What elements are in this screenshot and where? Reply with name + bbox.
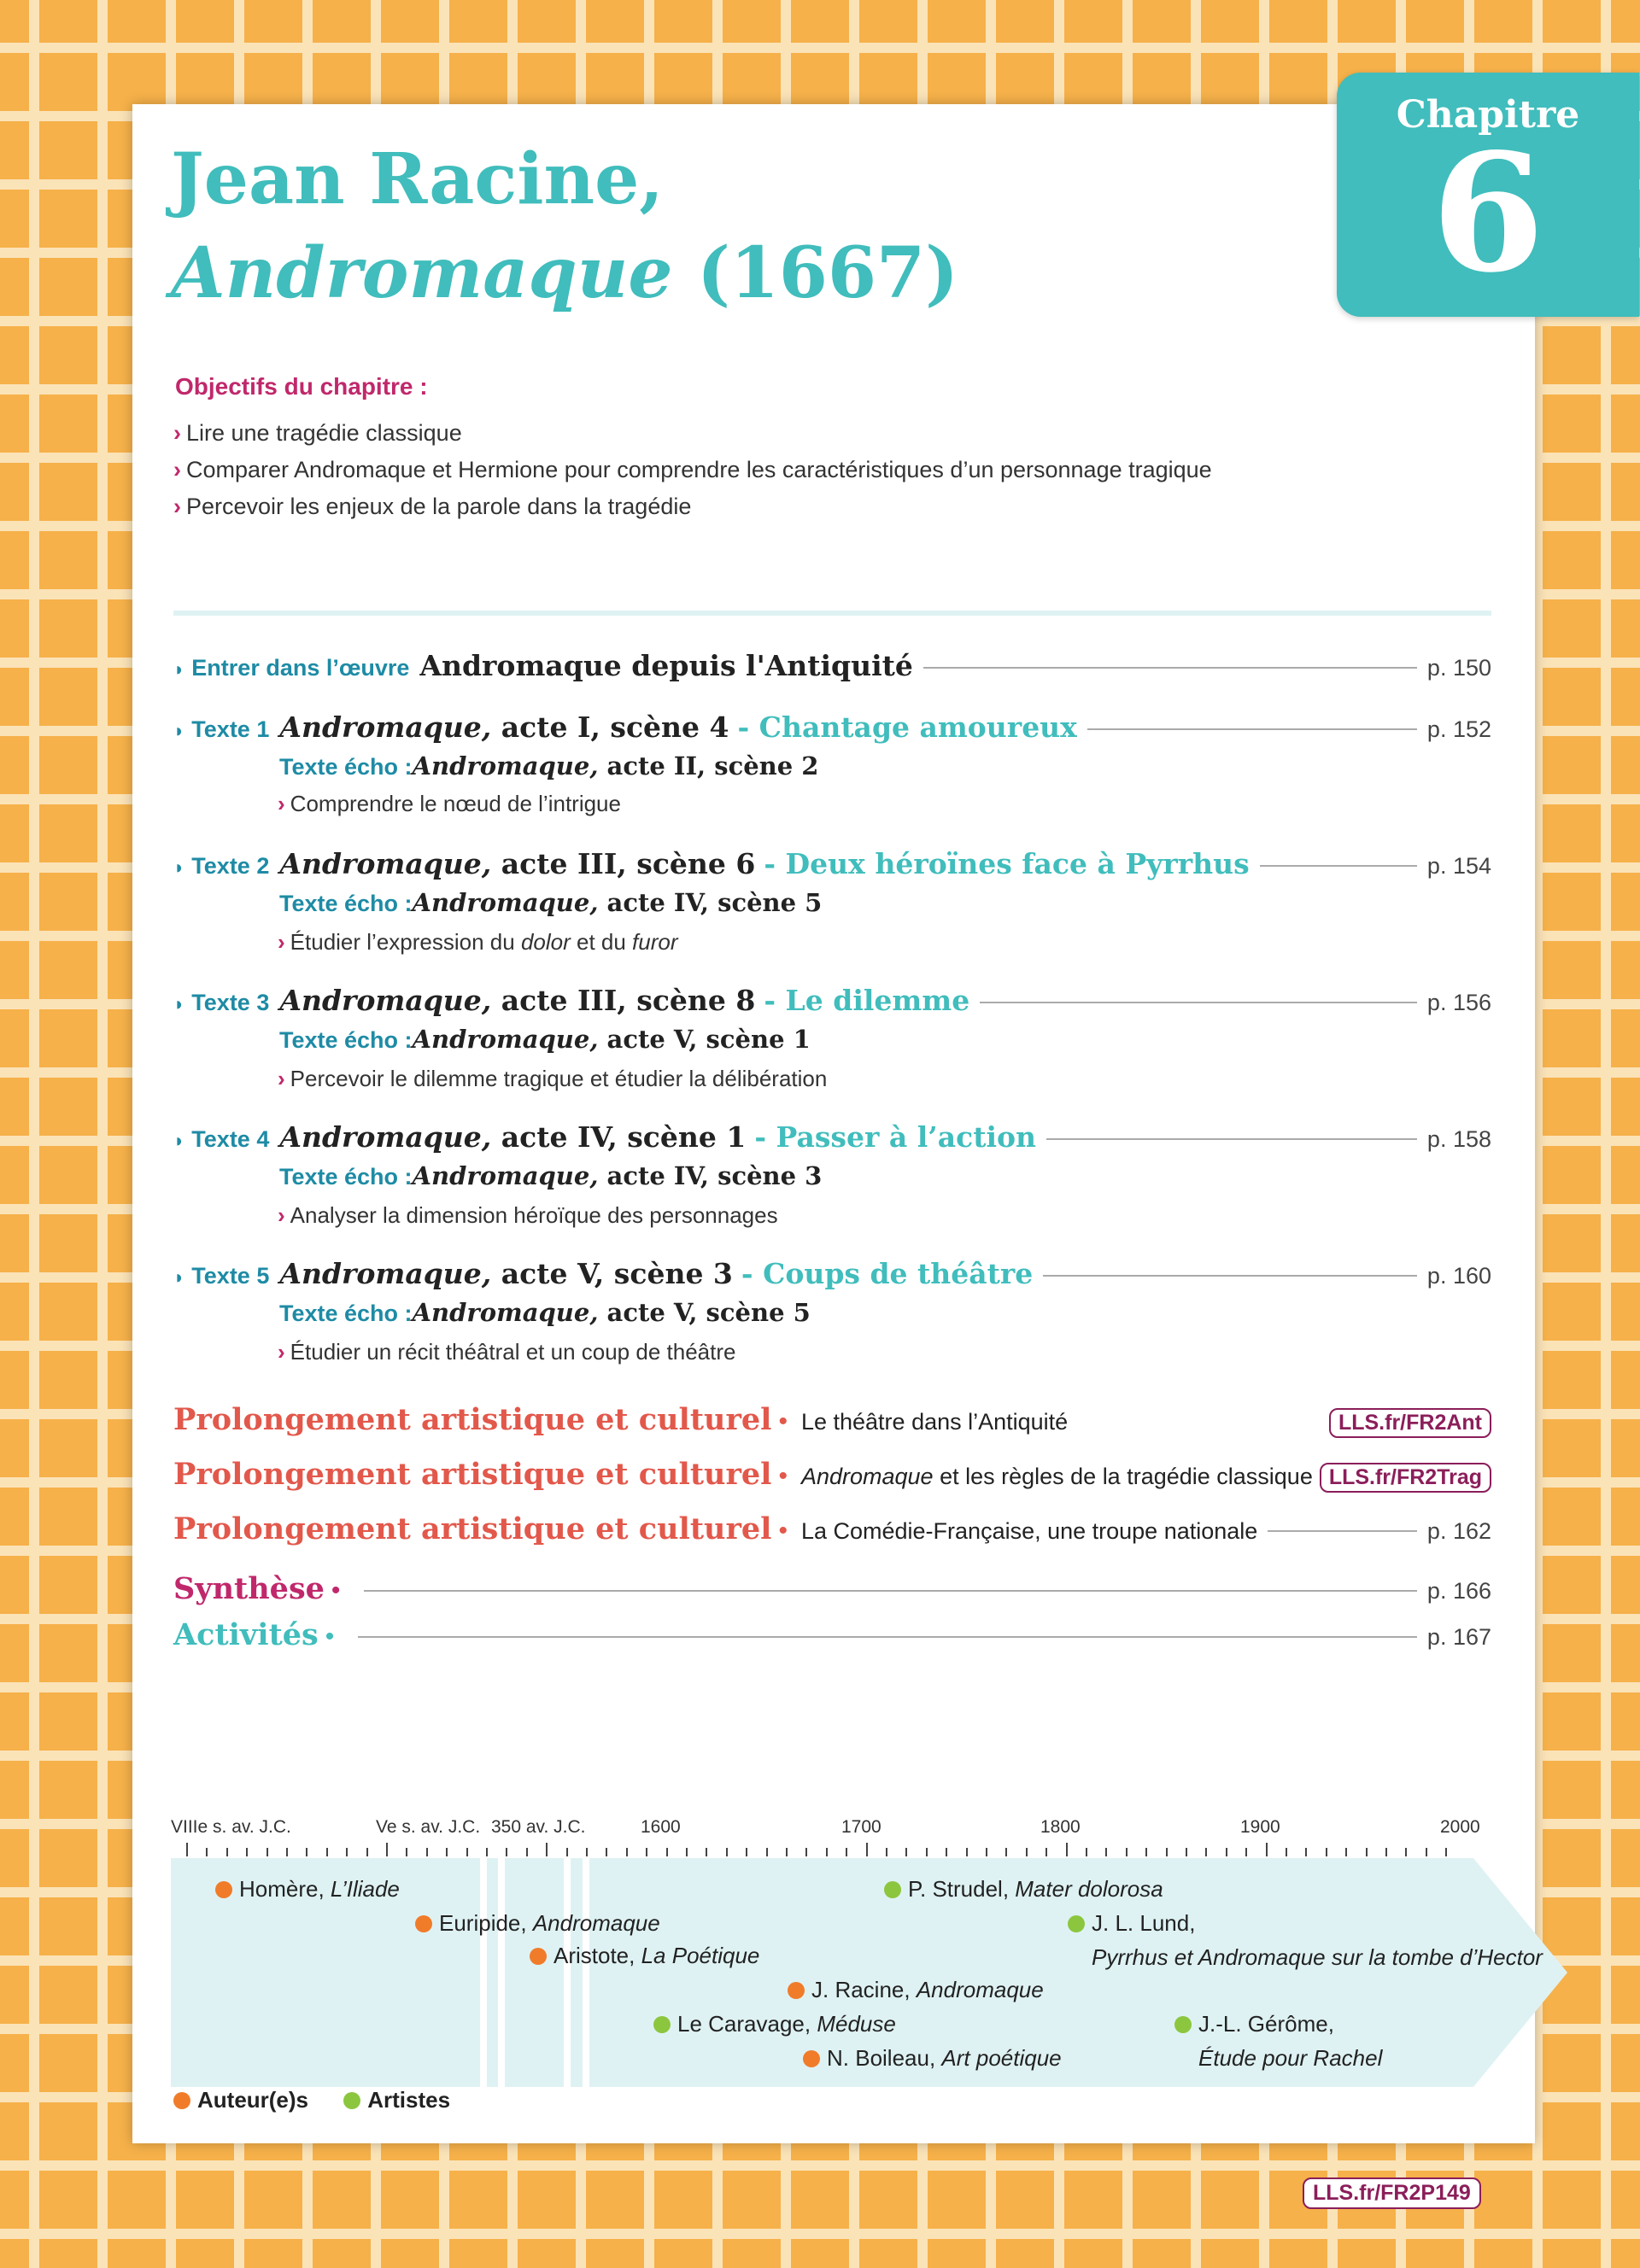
bullet-icon: • [778, 1517, 788, 1545]
goal-line: › Comprendre le nœud de l’intrigue [278, 791, 621, 816]
timeline-tick [226, 1848, 228, 1856]
leader-line [1087, 728, 1417, 730]
timeline-legend: Auteur(e)s Artistes [173, 2087, 450, 2113]
timeline-axis-label: Ve s. av. J.C. [376, 1817, 481, 1837]
toc-work: Andromaque, [279, 1120, 492, 1154]
toc-entry-row[interactable] [173, 649, 1491, 682]
bullet-icon: • [325, 1622, 335, 1651]
triangle-icon: ◗ [173, 1130, 185, 1151]
toc-text-row[interactable] [173, 710, 1491, 744]
timeline-axis-label: 350 av. J.C. [491, 1817, 586, 1837]
timeline-tick [1126, 1848, 1128, 1856]
toc-text-row[interactable] [173, 984, 1491, 1017]
timeline-tick [926, 1848, 928, 1856]
timeline-tick [1066, 1843, 1068, 1856]
toc-theme: - Chantage amoureux [737, 710, 1077, 744]
chevron-right-icon: › [278, 1066, 285, 1091]
toc-theme: - Passer à l’action [754, 1120, 1037, 1154]
timeline-tick [546, 1843, 548, 1856]
timeline-tick [386, 1843, 388, 1856]
author-dot-icon [173, 2092, 190, 2109]
timeline-tick [726, 1848, 728, 1856]
toc-ref: acte V, scène 3 [501, 1257, 733, 1290]
timeline-gap [480, 1858, 487, 2087]
timeline-tick [586, 1848, 588, 1856]
prolongement-label: Prolongement artistique et culturel [173, 1511, 772, 1546]
triangle-icon: ◗ [173, 658, 185, 680]
toc-page: p. 166 [1426, 1578, 1491, 1604]
toc-text-label: Texte 1 [191, 716, 270, 742]
timeline-tick [1326, 1848, 1327, 1856]
timeline-tick [346, 1848, 348, 1856]
toc-text-label: Texte 3 [191, 990, 270, 1015]
toc-theme: - Le dilemme [764, 984, 970, 1017]
echo-line: Texte écho :Andromaque, acte IV, scène 3 [279, 1161, 823, 1190]
timeline-tick [846, 1848, 847, 1856]
timeline-tick [286, 1848, 288, 1856]
synthese-row[interactable] [173, 1571, 1491, 1606]
timeline-tick [1226, 1848, 1227, 1856]
bullet-icon: • [778, 1462, 788, 1490]
activites-label: Activités [173, 1617, 319, 1652]
timeline-axis-label: 1900 [1240, 1817, 1280, 1837]
timeline-tick [805, 1848, 807, 1856]
author-dot-icon [530, 1948, 547, 1965]
timeline-tick [866, 1843, 868, 1856]
timeline-tick [966, 1848, 968, 1856]
timeline-tick [266, 1848, 268, 1856]
toc-entry-label: Entrer dans l’œuvre [191, 655, 410, 681]
bullet-icon: • [331, 1576, 341, 1605]
chapter-number: 6 [1431, 118, 1545, 308]
toc-ref: acte III, scène 6 [501, 847, 756, 880]
timeline-tick [786, 1848, 788, 1856]
timeline-gap [583, 1858, 589, 2087]
toc-work: Andromaque, [279, 847, 492, 880]
timeline-tick [1245, 1848, 1247, 1856]
toc-work: Andromaque, [279, 710, 492, 744]
triangle-icon: ◗ [173, 1266, 185, 1288]
timeline-tick [486, 1848, 488, 1856]
artist-dot-icon [1174, 2016, 1192, 2033]
timeline-tick [686, 1848, 688, 1856]
artist-dot-icon [884, 1881, 901, 1898]
timeline-event: J. Racine, Andromaque [788, 1973, 1044, 2007]
timeline-tick [1405, 1848, 1407, 1856]
timeline-tick [1046, 1848, 1047, 1856]
toc-work: Andromaque, [279, 1257, 492, 1290]
toc-text-row[interactable] [173, 1120, 1491, 1154]
goal-line: › Étudier l’expression du dolor et du furor [278, 929, 678, 955]
timeline-tick [606, 1848, 607, 1856]
chevron-right-icon: › [173, 494, 181, 519]
timeline-tick [426, 1848, 428, 1856]
timeline-event: Aristote, La Poétique [530, 1938, 759, 1973]
timeline-tick [526, 1848, 528, 1856]
author-dot-icon [803, 2050, 820, 2067]
page-title [171, 132, 958, 320]
timeline-gap [564, 1858, 571, 2087]
timeline-event: J.-L. Gérôme, Étude pour Rachel [1174, 2007, 1382, 2075]
toc-theme: - Deux héroïnes face à Pyrrhus [764, 847, 1250, 880]
timeline-axis-label: 1700 [841, 1817, 882, 1837]
timeline-tick [826, 1848, 828, 1856]
author-dot-icon [415, 1915, 432, 1932]
timeline-axis-label: 2000 [1440, 1817, 1480, 1837]
artist-dot-icon [653, 2016, 671, 2033]
timeline-tick [406, 1848, 407, 1856]
toc-theme: - Coups de théâtre [741, 1257, 1034, 1290]
timeline-gap [498, 1858, 505, 2087]
timeline-axis-label: 1800 [1040, 1817, 1081, 1837]
toc-text-label: Texte 2 [191, 853, 270, 879]
chevron-right-icon: › [278, 1202, 285, 1228]
timeline-tick [1305, 1848, 1307, 1856]
toc-ref: acte III, scène 8 [501, 984, 756, 1017]
timeline-tick [905, 1848, 907, 1856]
leader-line [923, 667, 1417, 669]
timeline-tick [1145, 1848, 1147, 1856]
lls-link[interactable]: LLS.fr/FR2Trag [1320, 1463, 1491, 1493]
prolongement-row[interactable] [173, 1457, 1491, 1493]
objective-item: › Comparer Andromaque et Hermione pour comprendre les caractéristiques d’un personnage tragique [173, 457, 1212, 482]
bullet-icon: • [778, 1407, 788, 1435]
leader-line [1260, 865, 1417, 867]
timeline-event: Le Caravage, Méduse [653, 2007, 896, 2041]
timeline-tick [1286, 1848, 1287, 1856]
timeline-tick [1345, 1848, 1347, 1856]
toc-page: p. 160 [1426, 1263, 1491, 1289]
title-author: Jean Racine, [171, 138, 664, 220]
triangle-icon: ◗ [173, 856, 185, 878]
toc-ref: acte I, scène 4 [501, 710, 729, 744]
timeline-tick [766, 1848, 768, 1856]
timeline-tick [1005, 1848, 1007, 1856]
timeline-tick [446, 1848, 448, 1856]
leader-line [364, 1590, 1416, 1592]
timeline-tick [466, 1848, 468, 1856]
leader-line [1046, 1138, 1417, 1140]
timeline-tick [626, 1848, 628, 1856]
timeline-tick [1086, 1848, 1087, 1856]
echo-line: Texte écho :Andromaque, acte V, scène 5 [279, 1298, 811, 1327]
timeline-tick [1166, 1848, 1168, 1856]
toc-entry-title: Andromaque depuis l'Antiquité [419, 649, 913, 682]
toc-text-label: Texte 5 [191, 1263, 270, 1289]
timeline-tick [1385, 1848, 1387, 1856]
objectives-list [173, 415, 1212, 525]
title-work: Andromaque [171, 232, 673, 314]
toc-page: p. 167 [1426, 1624, 1491, 1650]
toc-page: p. 156 [1426, 990, 1491, 1015]
leader-line [358, 1636, 1417, 1638]
timeline-event: N. Boileau, Art poétique [803, 2041, 1062, 2075]
timeline-tick [746, 1848, 747, 1856]
timeline-axis-label: VIIIe s. av. J.C. [171, 1817, 291, 1837]
timeline-tick [1026, 1848, 1028, 1856]
timeline-tick [246, 1848, 248, 1856]
artist-dot-icon [343, 2092, 360, 2109]
timeline-tick [1186, 1848, 1187, 1856]
timeline-tick [1205, 1848, 1207, 1856]
chapter-badge [1337, 73, 1639, 317]
timeline-tick [886, 1848, 887, 1856]
timeline-tick [566, 1848, 568, 1856]
divider [173, 611, 1491, 616]
timeline-event: Euripide, Andromaque [415, 1906, 660, 1940]
timeline-tick [326, 1848, 328, 1856]
author-dot-icon [215, 1881, 232, 1898]
goal-line: › Percevoir le dilemme tragique et étudier la délibération [278, 1066, 828, 1091]
prolongement-text: La Comédie-Française, une troupe nationale [800, 1518, 1258, 1544]
leader-line [1268, 1530, 1417, 1532]
objectives-heading: Objectifs du chapitre : [175, 373, 428, 400]
prolongement-row[interactable] [173, 1511, 1491, 1546]
objective-item: › Lire une tragédie classique [173, 420, 462, 446]
prolongement-text: Le théâtre dans l’Antiquité [800, 1409, 1069, 1435]
prolongement-row[interactable] [173, 1402, 1491, 1438]
timeline-axis-label: 1600 [641, 1817, 681, 1837]
timeline-event: J. L. Lund, Pyrrhus et Andromaque sur la tombe d’Hector [1068, 1906, 1543, 1974]
timeline-tick [706, 1848, 707, 1856]
artist-dot-icon [1068, 1915, 1085, 1932]
timeline-tick [206, 1848, 208, 1856]
timeline-event: Homère, L’Iliade [215, 1872, 400, 1906]
goal-line: › Étudier un récit théâtral et un coup de théâtre [278, 1339, 736, 1365]
timeline-event: P. Strudel, Mater dolorosa [884, 1872, 1163, 1906]
prolongement-text: Andromaque et les règles de la tragédie classique [800, 1464, 1313, 1489]
title-year: (1667) [697, 232, 958, 314]
lls-link[interactable]: LLS.fr/FR2Ant [1329, 1408, 1491, 1438]
echo-line: Texte écho :Andromaque, acte V, scène 1 [279, 1025, 811, 1054]
toc-ref: acte IV, scène 1 [501, 1120, 747, 1154]
echo-line: Texte écho :Andromaque, acte II, scène 2 [279, 751, 819, 780]
activites-row[interactable] [173, 1617, 1491, 1652]
timeline-tick [1105, 1848, 1107, 1856]
toc-page: p. 162 [1426, 1518, 1491, 1544]
timeline-tick [986, 1848, 987, 1856]
leader-line [980, 1002, 1417, 1003]
synthese-label: Synthèse [173, 1571, 325, 1606]
timeline-tick [1366, 1848, 1368, 1856]
prolongement-label: Prolongement artistique et culturel [173, 1457, 772, 1492]
toc-text-row[interactable] [173, 1257, 1491, 1290]
timeline-tick [366, 1848, 368, 1856]
goal-line: › Analyser la dimension héroïque des personnages [278, 1202, 778, 1228]
toc-work: Andromaque, [279, 984, 492, 1017]
chevron-right-icon: › [173, 420, 181, 446]
timeline-tick [946, 1848, 947, 1856]
chevron-right-icon: › [278, 929, 285, 955]
objective-item: › Percevoir les enjeux de la parole dans la tragédie [173, 494, 692, 519]
timeline-tick [1445, 1848, 1447, 1856]
toc-page: p. 152 [1426, 716, 1491, 742]
timeline-tick [506, 1848, 507, 1856]
triangle-icon: ◗ [173, 720, 185, 741]
prolongement-label: Prolongement artistique et culturel [173, 1402, 772, 1437]
toc-page: p. 154 [1426, 853, 1491, 879]
toc-text-label: Texte 4 [191, 1126, 270, 1152]
timeline-tick [186, 1843, 188, 1856]
chevron-right-icon: › [173, 457, 181, 482]
toc-text-row[interactable] [173, 847, 1491, 880]
leader-line [1043, 1275, 1417, 1277]
chevron-right-icon: › [278, 791, 285, 816]
timeline-tick [646, 1848, 647, 1856]
timeline-tick [1426, 1848, 1427, 1856]
timeline-tick [666, 1848, 668, 1856]
toc-page: p. 150 [1426, 655, 1491, 681]
triangle-icon: ◗ [173, 993, 185, 1014]
chapter-word: Chapitre [1396, 93, 1580, 137]
echo-line: Texte écho :Andromaque, acte IV, scène 5 [279, 888, 823, 917]
toc-page: p. 158 [1426, 1126, 1491, 1152]
footer-lls-link[interactable]: LLS.fr/FR2P149 [1303, 2177, 1481, 2209]
chevron-right-icon: › [278, 1339, 285, 1365]
author-dot-icon [788, 1982, 805, 1999]
timeline-tick [306, 1848, 308, 1856]
timeline-tick [1266, 1843, 1268, 1856]
